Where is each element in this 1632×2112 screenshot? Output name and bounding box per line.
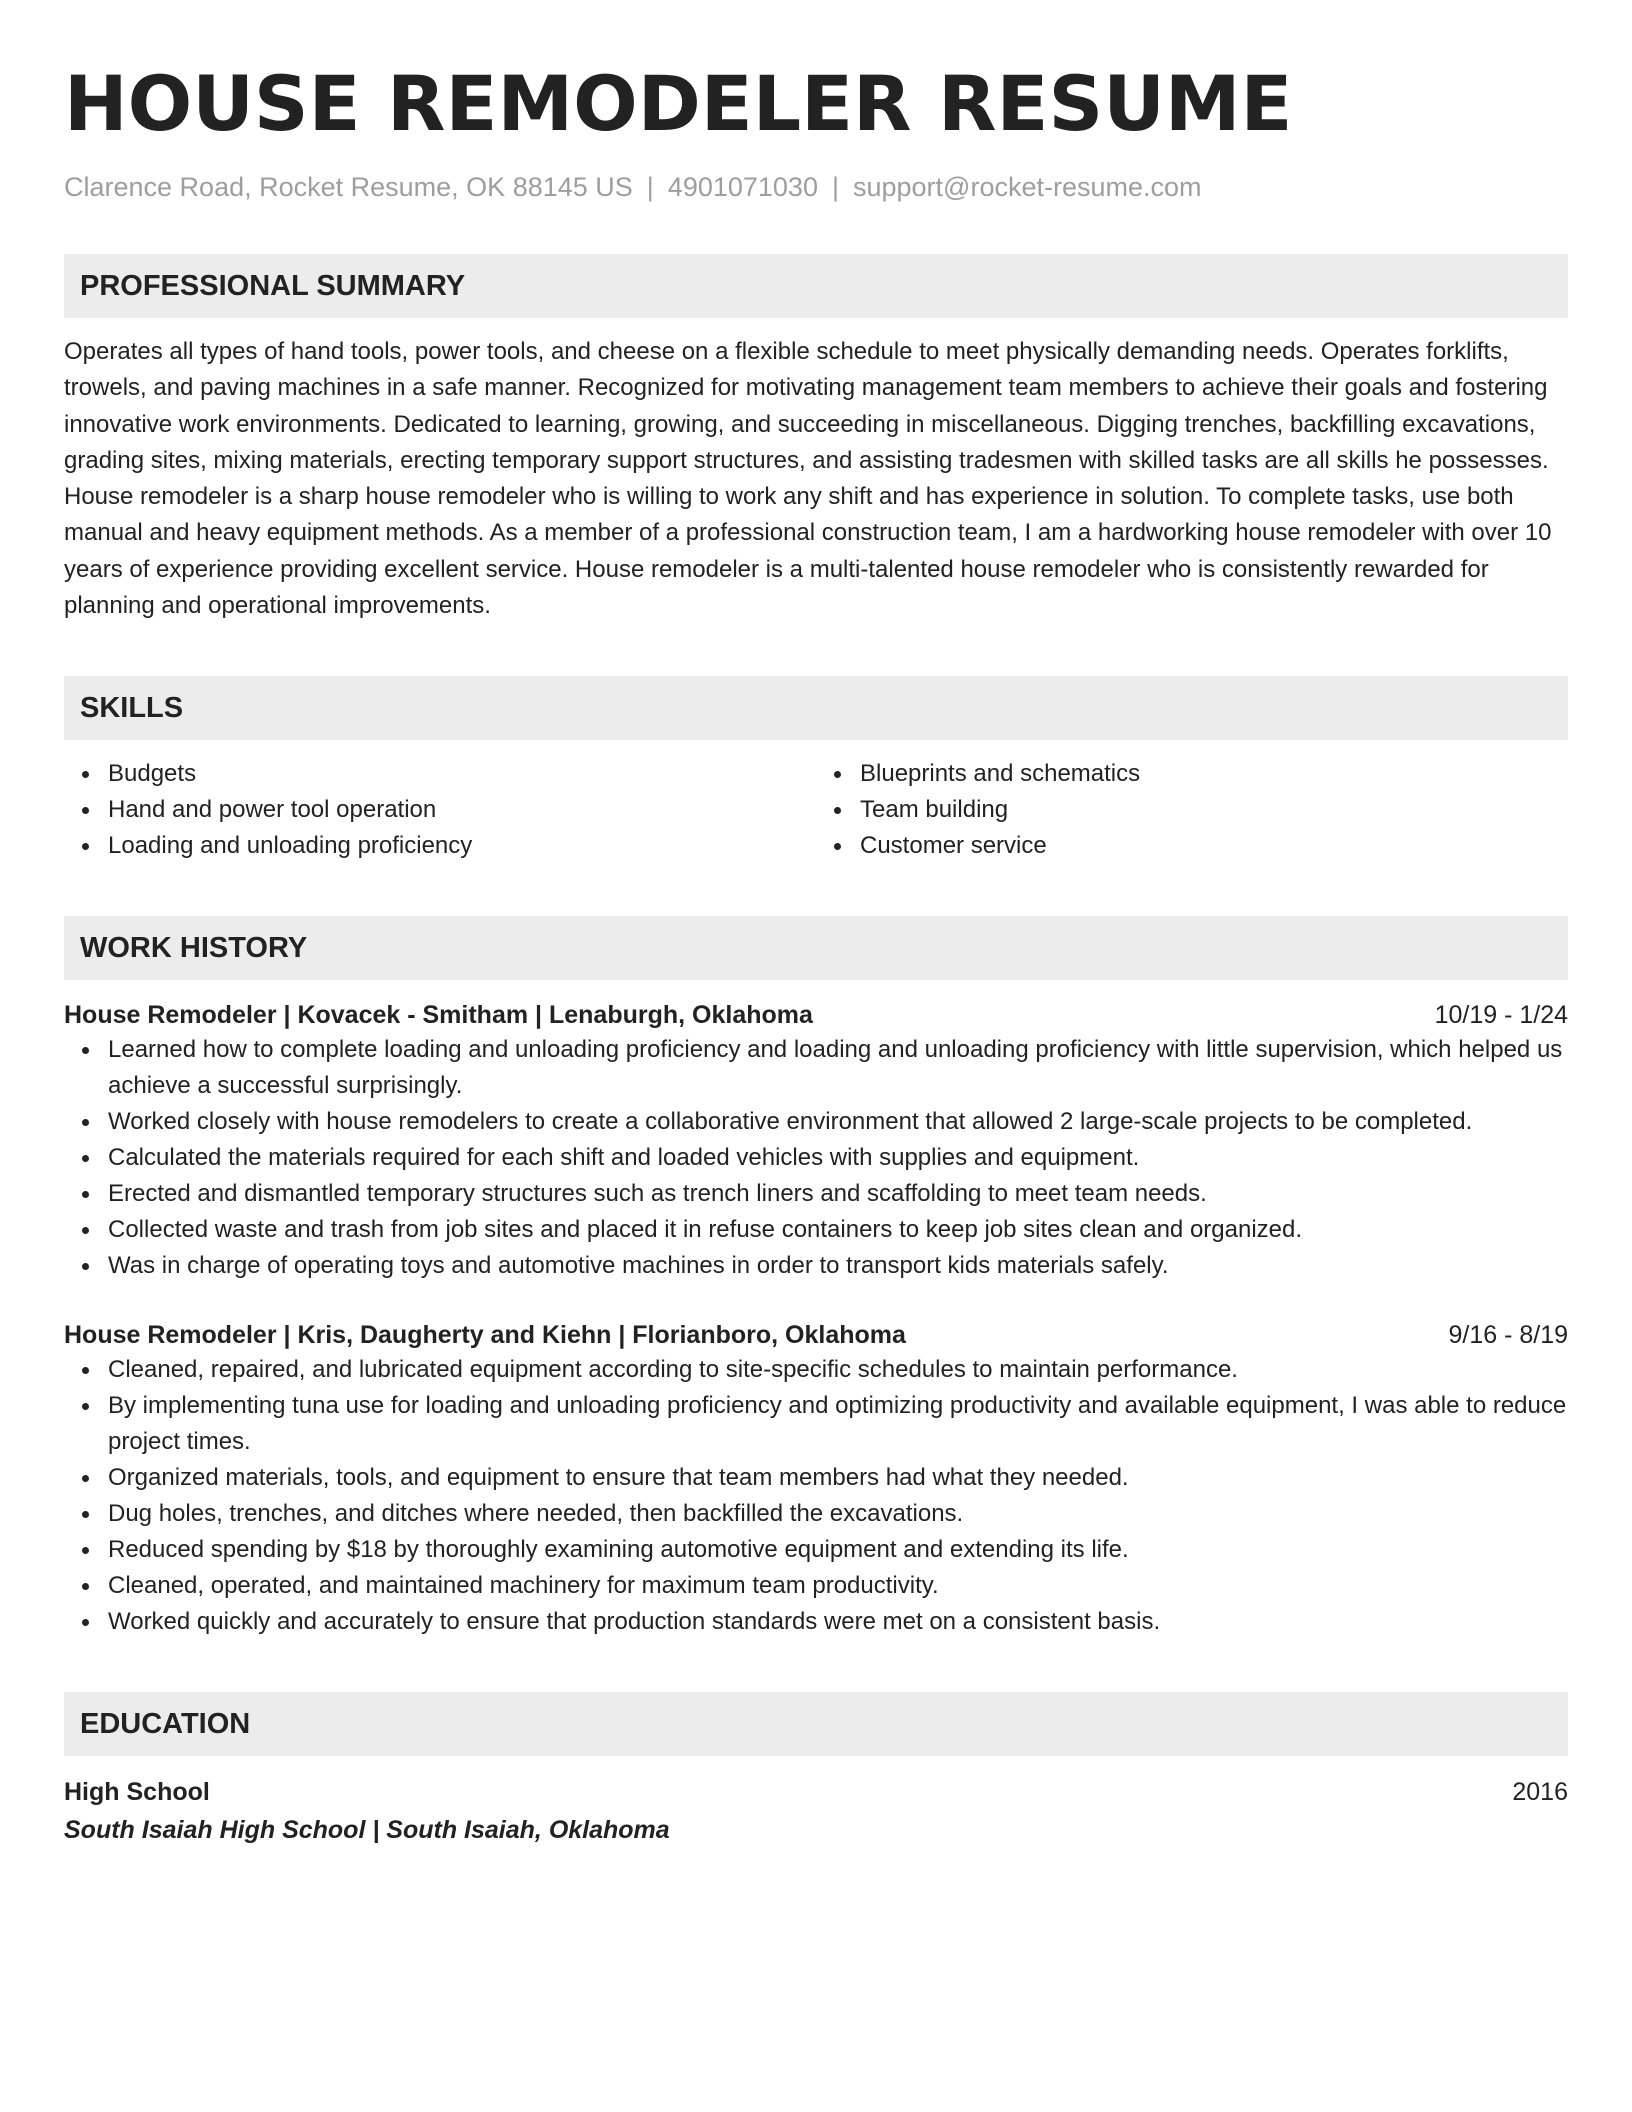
job-bullet: Dug holes, trenches, and ditches where needed, then backfilled the excavations.: [108, 1496, 1568, 1532]
job-bullet: Calculated the materials required for each shift and loaded vehicles with supplies and equipment.: [108, 1140, 1568, 1176]
section-header-work-history: WORK HISTORY: [64, 916, 1568, 980]
skill-item: Blueprints and schematics: [860, 756, 1568, 792]
skills-list-right: [816, 756, 1568, 864]
job-bullet-list: [64, 1032, 1568, 1284]
job-dates: 9/16 - 8/19: [1448, 1321, 1568, 1350]
skill-item: Hand and power tool operation: [108, 792, 816, 828]
education-degree: High School: [64, 1778, 210, 1807]
skill-item: Customer service: [860, 828, 1568, 864]
job-bullet: Cleaned, operated, and maintained machinery for maximum team productivity.: [108, 1568, 1568, 1604]
education-school: South Isaiah High School | South Isaiah, Oklahoma: [64, 1816, 670, 1845]
contact-phone: 4901071030: [667, 172, 818, 202]
contact-line: [64, 170, 1568, 204]
job-header: [64, 1318, 1568, 1352]
job-bullet: Collected waste and trash from job sites and placed it in refuse containers to keep job sites clean and organized.: [108, 1212, 1568, 1248]
section-header-skills: SKILLS: [64, 676, 1568, 740]
skill-item: Team building: [860, 792, 1568, 828]
education-header: [64, 1774, 1568, 1810]
job-bullet: Worked closely with house remodelers to create a collaborative environment that allowed 2 large-scale projects to be completed.: [108, 1104, 1568, 1140]
section-header-education: EDUCATION: [64, 1692, 1568, 1756]
job-header: [64, 998, 1568, 1032]
contact-address: Clarence Road, Rocket Resume, OK 88145 US: [64, 172, 633, 202]
job-bullet: Erected and dismantled temporary structures such as trench liners and scaffolding to meet team needs.: [108, 1176, 1568, 1212]
job-bullet: Worked quickly and accurately to ensure that production standards were met on a consistent basis.: [108, 1604, 1568, 1640]
job-bullet: By implementing tuna use for loading and unloading proficiency and optimizing productivity and available equipment, I was able to reduce project times.: [108, 1388, 1568, 1460]
skill-item: Loading and unloading proficiency: [108, 828, 816, 864]
job-bullet: Organized materials, tools, and equipment to ensure that team members had what they needed.: [108, 1460, 1568, 1496]
skills-list-left: [64, 756, 816, 864]
job-bullet: Was in charge of operating toys and automotive machines in order to transport kids materials safely.: [108, 1248, 1568, 1284]
job-title: House Remodeler | Kovacek - Smitham | Lenaburgh, Oklahoma: [64, 1001, 813, 1030]
resume-title: HOUSE REMODELER RESUME: [64, 59, 1293, 148]
job-title: House Remodeler | Kris, Daugherty and Kiehn | Florianboro, Oklahoma: [64, 1321, 906, 1350]
contact-email[interactable]: support@rocket-resume.com: [852, 172, 1202, 202]
skill-item: Budgets: [108, 756, 816, 792]
education-year: 2016: [1512, 1778, 1568, 1807]
job-bullet: Reduced spending by $18 by thoroughly examining automotive equipment and extending its life.: [108, 1532, 1568, 1568]
section-header-summary: PROFESSIONAL SUMMARY: [64, 254, 1568, 318]
contact-separator: |: [646, 172, 654, 202]
job-bullet: Learned how to complete loading and unloading proficiency and loading and unloading proficiency with little supervision, which helped us achieve a successful surprisingly.: [108, 1032, 1568, 1104]
job-dates: 10/19 - 1/24: [1434, 1001, 1568, 1030]
contact-separator: |: [831, 172, 839, 202]
summary-text: Operates all types of hand tools, power tools, and cheese on a flexible schedule to meet physically demanding needs. Operates forklifts, trowels, and paving machines in a safe manner. Recognized for motivating management team members to achieve their goals and fostering innovative work environments. Dedicated to learning, growing, and succeeding in miscellaneous. Digging trenches, backfilling excavations, grading sites, mixing materials, erecting temporary support structures, and assisting tradesmen with skilled tasks are all skills he possesses. House remodeler is a sharp house remodeler who is willing to work any shift and has experience in solution. To complete tasks, use both manual and heavy equipment methods. As a member of a professional construction team, I am a hardworking house remodeler with over 10 years of experience providing excellent service. House remodeler is a multi-talented house remodeler who is consistently rewarded for planning and operational improvements.: [64, 338, 1552, 620]
skills-grid: [64, 756, 1568, 864]
job-bullet: Cleaned, repaired, and lubricated equipment according to site-specific schedules to maintain performance.: [108, 1352, 1568, 1388]
job-bullet-list: [64, 1352, 1568, 1640]
